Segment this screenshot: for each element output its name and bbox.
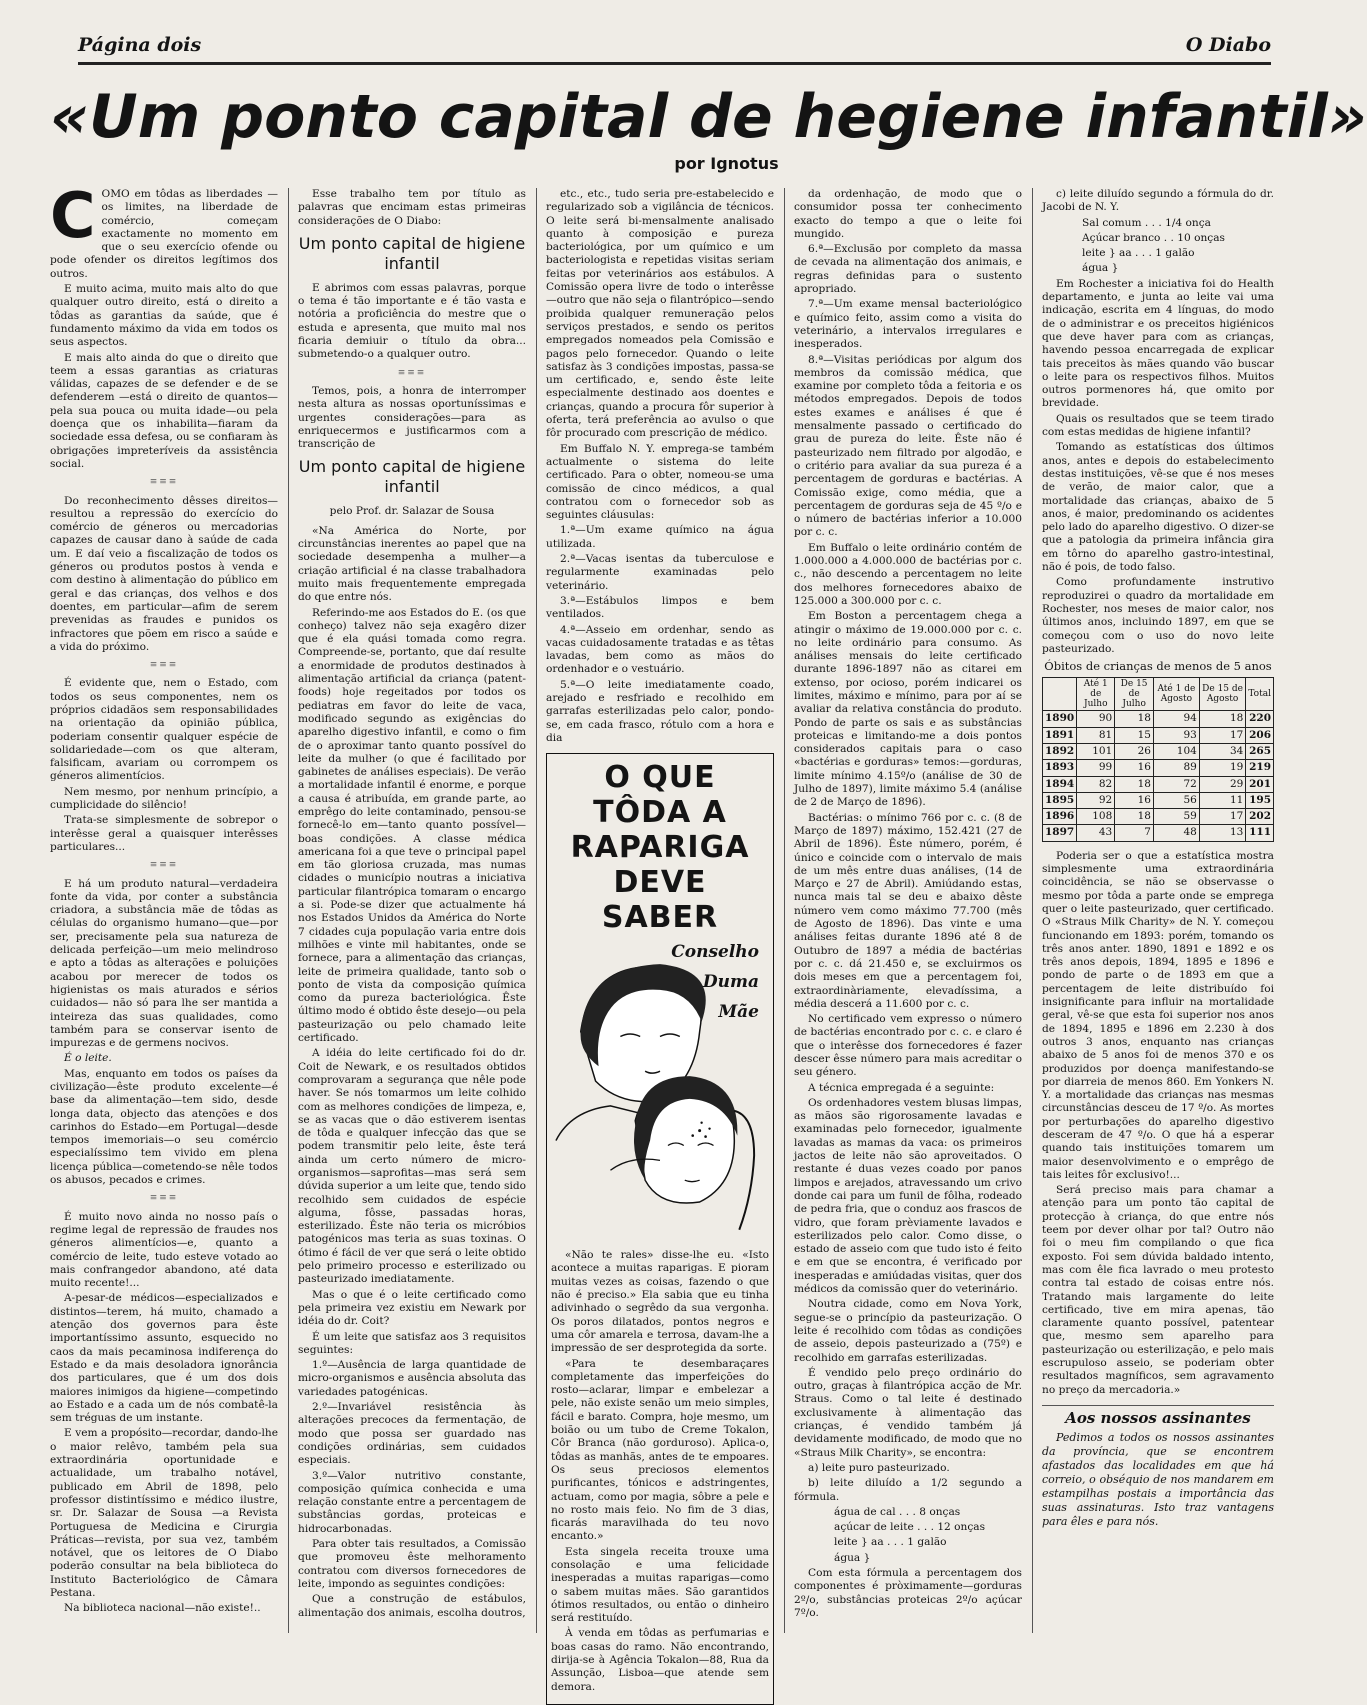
formula-line: água } xyxy=(834,1551,871,1564)
table-cell: 11 xyxy=(1199,792,1246,808)
table-cell: 18 xyxy=(1115,809,1154,825)
table-cell: 7 xyxy=(1115,825,1154,841)
table-cell: 90 xyxy=(1077,711,1115,727)
table-row xyxy=(1043,825,1274,841)
table-cell: 111 xyxy=(1246,825,1274,841)
paragraph: Para obter tais resultados, a Comissão que promoveu êste melhoramento contratou com diversos fornecedores de leite, impondo as seguintes condições: xyxy=(298,1538,526,1590)
table-cell: 48 xyxy=(1153,825,1199,841)
paragraph: Quais os resultados que se teem tirado com estas medidas de higiene infantil? xyxy=(1042,412,1274,439)
paragraph: E vem a propósito—recordar, dando-lhe o maior relêvo, também pela sua extraordinária oportunidade e actualidade, um trabalho notável, publicado em Abril de 1898, pelo professor distintíssimo e médico ilustre, sr. Dr. Salazar de Sousa —a Revista Portuguesa de Medicina e Cirurgia Práticas—revista, por sua vez, também notável, que os leitores de O Diabo poderão consultar na bela biblioteca do Instituto Bacteriológico de Câmara Pestana. xyxy=(50,1427,278,1599)
paragraph: Poderia ser o que a estatística mostra simplesmente uma extraordinária coincidência, se não se observasse o mesmo por tôda a parte onde se emprega quer o leite pasteurizado, quer certificado. O «Straus Milk Charity» de N. Y. começou funcionando em 1893: porém, tomando os três anos anter. 1890, 1891 e 1892 e os três anos depois, 1894, 1895 e 1896 e pondo de parte o de 1893 em que a percentagem de leite distribuído foi insignificante para influir na mortalidade geral, vê-se que esta foi superior nos anos de 1894, 1895 e 1896 em 2.230 à dos outros 3 anos, enquanto nas crianças abaixo de 5 anos foi de menos 370 e os produzidos por doença manifestando-se por diarreia de menos 860. Em Yonkers N. Y. a mortalidade das crianças nas mesmas circunstâncias desceu de 17 º/o. As mortes por perturbações do aparelho digestivo desceram de 47 º/o. O que há a esperar quando tais instituições tomarem um maior desenvolvimento e o emprêgo de tais leites fôr exclusivo!... xyxy=(1042,849,1274,1181)
section-separator: ≡≡≡ xyxy=(149,477,179,488)
paragraph: Noutra cidade, como em Nova York, segue-se o princípio da pasteurização. O leite é recolhido com tôdas as condições de asseio, depois pasteurizado a (75º) e recolhido em garrafas esterilizadas. xyxy=(794,1298,1022,1364)
paragraph: 5.ª—O leite imediatamente coado, arejado e resfriado e recolhido em garrafas esterilizadas pelo calor, pondo-se, em cada frasco, rótulo com a hora e dia xyxy=(546,678,774,744)
paragraph: É muito novo ainda no nosso país o regime legal de repressão de fraudes nos géneros alimentícios—e, quanto a comércio de leite, tudo esteve votado ao mais confrangedor abandono, até data muito recente!... xyxy=(50,1210,278,1290)
paragraph: Com esta fórmula a percentagem dos componentes é pròximamente—gorduras 2º/o, substâncias proteicas 2º/o açúcar 7º/o. xyxy=(794,1566,1022,1619)
table-header-cell: De 15 de Agosto xyxy=(1199,678,1246,711)
paragraph: 1.º—Ausência de larga quantidade de micro-organismos e ausência absoluta das variedades patogénicas. xyxy=(298,1359,526,1398)
masthead-title: O Diabo xyxy=(1185,34,1271,56)
table-header-cell xyxy=(1043,678,1077,711)
paragraph: Será preciso mais para chamar a atenção para um ponto tão capital de protecção à criança, do que entre nós teem por dever olhar por tal? Outro não foi o meu fim compilando o que fica exposto. Foi sem dúvida baldado intento, mas com êle fica lavrado o meu protesto contra tal estado de coisas entre nós. Tratando mais largamente do leite certificado, tive em mira apenas, tão claramente quanto possível, patentear que, mesmo sem aparelho para pasteurização ou esterilização, e pelo mais escrupuloso asseio, se poderiam obter resultados magníficos, sem agravamento no preço da mercadoria.» xyxy=(1042,1184,1274,1396)
table-header-cell: Até 1 de Julho xyxy=(1077,678,1115,711)
formula-line: açúcar de leite . . . 12 onças xyxy=(834,1521,986,1534)
table-cell: 26 xyxy=(1115,743,1154,759)
paragraph: Esse trabalho tem por título as palavras que encimam estas primeiras considerações de O Diabo: xyxy=(298,188,526,227)
table-cell: 195 xyxy=(1246,792,1274,808)
mortality-table xyxy=(1042,677,1274,841)
paragraph: da ordenhação, de modo que o consumidor possa ter conhecimento exacto do tempo a que o leite foi mungido. xyxy=(794,188,1022,240)
ad-paragraph: «Não te rales» disse-lhe eu. «Isto acontece a muitas raparigas. E pioram muitas vezes as coisas, fazendo o que não é preciso.» Ela sabia que eu tinha adivinhado o segrêdo da sua vergonha. Os poros dilatados, pontos negros e uma côr amarela e terrosa, davam-lhe a impressão de ser desprotegida da sorte. xyxy=(551,1249,769,1355)
table-cell: 19 xyxy=(1199,760,1246,776)
column-3 xyxy=(546,188,774,1693)
table-cell: 18 xyxy=(1199,711,1246,727)
ad-tagline: Conselho xyxy=(671,942,759,963)
section-separator: ≡≡≡ xyxy=(397,367,427,378)
sub-byline: pelo Prof. dr. Salazar de Sousa xyxy=(329,505,495,518)
table-year-cell: 1890 xyxy=(1043,711,1077,727)
table-cell: 92 xyxy=(1077,792,1115,808)
table-cell: 104 xyxy=(1153,743,1199,759)
paragraph: É um leite que satisfaz aos 3 requisitos seguintes: xyxy=(298,1330,526,1356)
paragraph: Como profundamente instrutivo reproduzirei o quadro da mortalidade em Rochester, nos meses de maior calor, nos últimos anos, incluindo 1897, em que se começou com o uso do novo leite pasteurizado. xyxy=(1042,576,1274,655)
paragraph: etc., etc., tudo seria pre-estabelecido e regularizado sob a vigilância de técnicos. O leite será bi-mensalmente analisado quanto à composição e pureza bacteriológica, por um químico e um bacteriologista e repetidas visitas seriam feitas por veterinários aos estábulos. A Comissão opera livre de todo o interêsse—outro que não seja o filantrópico—sendo proibida qualquer remuneração pelos serviços prestados, e sendo os peritos empregados nomeados pela Comissão e pagos pelo fornecedor. Quando o leite satisfaz às 3 condições impostas, passa-se um certificado, e, sendo êste leite especialmente destinado aos doentes e crianças, quando a procura fôr superior à oferta, terá preferência ao avulso o que fôr procurado com prescrição de médico. xyxy=(546,188,774,440)
table-cell: 89 xyxy=(1153,760,1199,776)
paragraph: 8.ª—Visitas periódicas por algum dos membros da comissão médica, que examine por completo tôda a feitoria e os métodos empregados. Depois de todos estes exames e análises é que é mensalmente passado o certificado do grau de pureza do leite. Êste não é pasteurizado nem filtrado por algodão, e o critério para avaliar da sua pureza é a percentagem de gorduras e bactérias. A Comissão exige, como média, que a percentagem de gorduras seja de 45 º/o e o número de bactérias inferior a 10.000 por c. c. xyxy=(794,353,1022,539)
table-cell: 13 xyxy=(1199,825,1246,841)
box-rule xyxy=(1042,1405,1274,1406)
formula-line: água de cal . . . 8 onças xyxy=(834,1505,961,1518)
subheading: Um ponto capital de higiene infantil xyxy=(298,233,526,273)
table-cell: 17 xyxy=(1199,727,1246,743)
paragraph: É evidente que, nem o Estado, com todos os seus componentes, nem os próprios cidadãos sem responsabilidades na orientação da opinião pública, poderiam consentir qualquer espécie de solidariedade—com os que alteram, falsificam, avariam ou corrompem os géneros alimentícios. xyxy=(50,677,278,783)
paragraph: E há um produto natural—verdadeira fonte da vida, por conter a substância criadora, a substância mãe de tôdas as células do organismo humano—que—por ser, precisamente pela sua natureza de delicada perfeição—um meio melindroso e apto a tôdas as alterações e poluições acabou por merecer de todos os higienistas os mais aturados e sérios cuidados— não só para lhe ser mantida a inteireza das suas qualidades, como também para se conservar isento de impurezas e de germens nocivos. xyxy=(50,877,278,1050)
table-year-cell: 1891 xyxy=(1043,727,1077,743)
section-separator: ≡≡≡ xyxy=(149,1193,179,1204)
table-row xyxy=(1043,760,1274,776)
drop-cap: C xyxy=(50,179,96,252)
paragraph: A-pesar-de médicos—especializados e distintos—terem, há muito, chamado a atenção dos governos para êste importantíssimo assunto, esquecido no caos da mais pecaminosa indiferença do Estado e da mais desoladora ignorância dos particulares, que é um dos dois maiores inimigos da higiene—competindo ao Estado e a cada um de nós combatê-la sem tréguas de um instante. xyxy=(50,1292,278,1425)
table-cell: 16 xyxy=(1115,760,1154,776)
formula-line: leite } aa . . . 1 galão xyxy=(1082,247,1195,260)
paragraph: «Na América do Norte, por circunstâncias inerentes ao papel que na sociedade desempenha a mulher—a criação artificial é na classe trabalhadora muito mais frequentemente empregada do que entre nós. xyxy=(298,524,526,604)
paragraph: E abrimos com essas palavras, porque o tema é tão importante e é tão vasta e notória a proficiência do mestre que o estuda e apresenta, que muito mal nos ficaria demiuir o título da obra... submetendo-o a qualquer outro. xyxy=(298,281,526,361)
section-separator: ≡≡≡ xyxy=(149,860,179,871)
table-row xyxy=(1043,743,1274,759)
table-cell: 43 xyxy=(1077,825,1115,841)
ad-tagline: Mãe xyxy=(718,1002,759,1023)
formula-line: Açúcar branco . . 10 onças xyxy=(1082,231,1225,244)
table-cell: 94 xyxy=(1153,711,1199,727)
table-row xyxy=(1043,727,1274,743)
table-cell: 15 xyxy=(1115,727,1154,743)
column-1 xyxy=(50,179,278,1633)
paragraph: É o leite. xyxy=(64,1052,112,1065)
paragraph: 1.ª—Um exame químico na água utilizada. xyxy=(546,524,774,550)
paragraph: 3.º—Valor nutritivo constante, composição química conhecida e uma relação constante entre a percentagem de substâncias gordas, proteicas e hidrocarbonadas. xyxy=(298,1469,526,1535)
table-row xyxy=(1043,792,1274,808)
table-header-cell: De 15 de Julho xyxy=(1115,678,1154,711)
table-cell: 18 xyxy=(1115,776,1154,792)
table-header-cell: Até 1 de Agosto xyxy=(1153,678,1199,711)
table-cell: 29 xyxy=(1199,776,1246,792)
paragraph: 7.ª—Um exame mensal bacteriológico e químico feito, assim como a visita do veterinário, a intervalos irregulares e inesperados. xyxy=(794,298,1022,351)
table-header-row xyxy=(1043,678,1274,711)
article-headline: «Um ponto capital de hegiene infantil» xyxy=(50,82,1367,152)
table-cell: 34 xyxy=(1199,743,1246,759)
table-cell: 202 xyxy=(1246,809,1274,825)
subscribers-notice-title: Aos nossos assinantes xyxy=(1065,1408,1251,1427)
paragraph: A técnica empregada é a seguinte: xyxy=(808,1081,995,1094)
formula-line: Sal comum . . . 1/4 onça xyxy=(1082,216,1211,229)
table-cell: 220 xyxy=(1246,711,1274,727)
table-cell: 17 xyxy=(1199,809,1246,825)
subheading: Um ponto capital de higiene infantil xyxy=(298,457,526,497)
ad-paragraph: À venda em tôdas as perfumarias e boas casas do ramo. Não encontrando, dirija-se à Agência Tokalon—88, Rua da Assunção, Lisboa—que atende sem demora. xyxy=(551,1627,769,1693)
table-row xyxy=(1043,809,1274,825)
column-rule xyxy=(784,188,785,1633)
ad-tagline: Duma xyxy=(702,972,759,993)
tokalon-advertisement xyxy=(546,753,774,1705)
paragraph: E muito acima, muito mais alto do que qualquer outro direito, está o direito a tôdas as garantias da saúde, que é fundamento máximo da vida em todos os seus aspectos. xyxy=(50,283,278,349)
table-title: Óbitos de crianças de menos de 5 anos xyxy=(1044,659,1272,674)
table-cell: 201 xyxy=(1246,776,1274,792)
page-number-label: Página dois xyxy=(78,34,202,56)
paragraph: Em Buffalo N. Y. emprega-se também actualmente o sistema do leite certificado. Para o obter, nomeou-se uma comissão de cinco médicos, a qual contratou com o fornecedor sob as seguintes cláusulas: xyxy=(546,442,774,522)
table-cell: 219 xyxy=(1246,760,1274,776)
paragraph: Temos, pois, a honra de interromper nesta altura as nossas oportuníssimas e urgentes considerações—para as enriquecermos e justificarmos com a transcrição de xyxy=(298,384,526,451)
column-rule xyxy=(536,188,537,1633)
table-year-cell: 1892 xyxy=(1043,743,1077,759)
table-cell: 56 xyxy=(1153,792,1199,808)
table-cell: 101 xyxy=(1077,743,1115,759)
table-year-cell: 1895 xyxy=(1043,792,1077,808)
table-year-cell: 1897 xyxy=(1043,825,1077,841)
table-year-cell: 1893 xyxy=(1043,760,1077,776)
table-cell: 59 xyxy=(1153,809,1199,825)
paragraph: Nem mesmo, por nenhum princípio, a cumplicidade do silêncio! xyxy=(50,785,278,812)
paragraph: É vendido pelo preço ordinário do outro, graças à filantrópica acção de Mr. Straus. Como o tal leite é destinado exclusivamente à alimentação das crianças, é vendido também já devidamente modificado, de modo que no «Straus Milk Charity», se encontra: xyxy=(794,1366,1022,1459)
table-cell: 16 xyxy=(1115,792,1154,808)
paragraph: b) leite diluído a 1/2 segundo a fórmula. xyxy=(794,1477,1022,1503)
paragraph: Do reconhecimento dêsses direitos—resultou a repressão do exercício do comércio de géneros ou mercadorias capazes de causar dano à saúde de cada um. E daí veio a fiscalização de todos os géneros ou produtos postos à venda e com destino à alimentação do público em geral e das crianças, dos velhos e dos doentes, em particular—afim de serem prevenidas as fraudes e punidos os infractores que põem em risco a saúde e a vida do próximo. xyxy=(50,494,278,653)
formula-line: leite } aa . . . 1 galão xyxy=(834,1536,947,1549)
paragraph: a) leite puro pasteurizado. xyxy=(808,1461,950,1474)
ad-paragraph: «Para te desembaraçares completamente das imperfeições do rosto—aclarar, limpar e embelezar a pele, não existe senão um meio simples, fácil e barato. Compra, hoje mesmo, um boião ou um tubo de Creme Tokalon, Côr Branca (não gorduroso). Aplica-o, tôdas as manhãs, antes de te empoares. Os seus preciosos elementos purificantes, tónicos e adstringentes, actuam, como por magia, sôbre a pele e no rosto mais feio. No fim de 3 dias, ficarás maravilhada do teu novo encanto.» xyxy=(551,1357,769,1543)
table-cell: 72 xyxy=(1153,776,1199,792)
paragraph: Que a construção de estábulos, alimentação dos animais, escolha doutros, xyxy=(298,1593,526,1619)
table-cell: 93 xyxy=(1153,727,1199,743)
column-5 xyxy=(1042,188,1274,1633)
paragraph: 2.º—Invariável resistência às alterações precoces da fermentação, de modo que possa ser guardado nas condições ordinárias, sem cuidados especiais. xyxy=(298,1401,526,1467)
table-cell: 81 xyxy=(1077,727,1115,743)
section-separator: ≡≡≡ xyxy=(149,660,179,671)
paragraph: Em Rochester a iniciativa foi do Health departamento, e junta ao leite vai uma indicação, escrita em 4 línguas, do modo de o administrar e os preceitos higiénicos que deve haver para com as crianças, havendo pessoa encarregada de explicar tais preceitos às mães quando vão buscar o leite para os respectivos filhos. Muitos outros pormenores há, que omito por brevidade. xyxy=(1042,277,1274,410)
table-cell: 82 xyxy=(1077,776,1115,792)
paragraph: Referindo-me aos Estados do E. (os que conheço) talvez não seja exagêro dizer que é ela quási tomada como regra. Compreende-se, portanto, que daí resulte a enormidade de produtos destinados à alimentação artificial da criança (patent-foods) hoje regeitados por todos os pediatras em favor do leite de vaca, modificado segundo as exigências do aparelho digestivo infantil, e como o fim de o aproximar tanto quanto possível do leite da mulher (o que é facilitado por gabinetes de análises especiais). De verão a mortalidade infantil é enorme, e porque a causa é atribuída, em grande parte, ao emprêgo do leite contaminado, pensou-se fornecê-lo em—tanto quanto possível—boas condições. A classe médica americana foi a que teve o principal papel em tão gloriosa cruzada, mas numas cidades o município noutras a iniciativa particular filantrópica tomaram o encargo a si. Pode-se dizer que actualmente há nos Estados Unidos da América do Norte 7 cidades cuja população varia entre dois milhões e vinte mil habitantes, onde se fornece, para a alimentação das crianças, leite de primeira qualidade, tanto sob o ponto de vista da composição química como da pureza bacteriológica. Êste último modo é obtido êste desejo—ou pela pasteurização ou pelo chamado leite certificado. xyxy=(298,606,526,1045)
page-header xyxy=(78,34,1271,64)
paragraph: A idéia do leite certificado foi do dr. Coit de Newark, e os resultados obtidos comprovaram a segurança que nêle pode haver. Se nós tomarmos um leite colhido com as melhores condições de limpeza, e, se as vacas que o dão estiverem isentas de tôda e qualquer infecção das que se podem transmitir pelo leite, êste terá ainda um certo número de micro-organismos—saprofitas—mas será sem dúvida superior a um leite que, tendo sido recolhido sem cuidados de espécie alguma, fôsse, passadas horas, esterilizado. Êste não teria os micróbios patogénicos mas teria as suas toxinas. O ótimo é fácil de ver que será o leite obtido pelo primeiro processo e esterilizado ou pasteurizado imediatamente. xyxy=(298,1047,526,1286)
column-rule xyxy=(288,188,289,1633)
table-cell: 108 xyxy=(1077,809,1115,825)
paragraph: No certificado vem expresso o número de bactérias encontrado por c. c. e claro é que o interêsse dos fornecedores é fazer descer êsse número para mais acreditar o seu género. xyxy=(794,1013,1022,1079)
paragraph: Mas, enquanto em todos os países da civilização—êste produto excelente—é base da alimentação—tem sido, desde longa data, objecto das atenções e dos carinhos do Estado—em Portugal—desde tempos imemoriais—o seu comércio especialíssimo tem vivido em plena licença pública—cometendo-se nêle todos os abusos, pecados e crimes. xyxy=(50,1067,278,1187)
ad-paragraph: Esta singela receita trouxe uma consolação e uma felicidade inesperadas a muitas raparigas—como o sabem muitas mães. São garantidos ótimos resultados, ou então o dinheiro será restituído. xyxy=(551,1545,769,1625)
subscribers-notice-text: Pedimos a todos os nossos assinantes da província, que se encontrem afastados das localidades em que há correio, o obséquio de nos mandarem em estampilhas postais a importância das suas assinaturas. Isto traz vantagens para êles e para nós. xyxy=(1042,1431,1274,1529)
table-row xyxy=(1043,711,1274,727)
article-byline: por Ignotus xyxy=(674,154,779,173)
paragraph: Mas o que é o leite certificado como pela primeira vez existiu em Newark por idéia do dr. Coit? xyxy=(298,1288,526,1328)
paragraph: Na biblioteca nacional—não existe!.. xyxy=(64,1602,261,1615)
table-cell: 206 xyxy=(1246,727,1274,743)
formula-line: água } xyxy=(1082,262,1119,275)
paragraph: 4.ª—Asseio em ordenhar, sendo as vacas cuidadosamente tratadas e as têtas lavadas, bem como as mãos do ordenhador e o vestuário. xyxy=(546,623,774,676)
column-4 xyxy=(794,188,1022,1633)
paragraph: 6.ª—Exclusão por completo da massa de cevada na alimentação dos animais, e regras definidas para o sustento apropriado. xyxy=(794,243,1022,296)
column-rule xyxy=(1032,188,1033,1633)
header-rule xyxy=(78,62,1271,65)
table-cell: 18 xyxy=(1115,711,1154,727)
paragraph: Os ordenhadores vestem blusas limpas, as mãos são rigorosamente lavadas e examinadas pelo fornecedor, igualmente lavadas as mamas da vaca: os primeiros jactos de leite não são aproveitados. O restante é duas vezes coado por panos limpos e arejados, atravessando um crivo donde cai para um funil de fôlha, rodeado de pedra fria, que o conduz aos frascos de vidro, que foram prèviamente lavados e esterilizados pelo calor. Como disse, o estado de asseio com que tudo isto é feito e em que se encontra, é verificado por inesperadas e amiúdadas visitas, quer dos médicos da comissão quer do veterinário. xyxy=(794,1096,1022,1296)
paragraph: 3.ª—Estábulos limpos e bem ventilados. xyxy=(546,594,774,621)
paragraph: c) leite diluído segundo a fórmula do dr. Jacobi de N. Y. xyxy=(1042,188,1274,214)
paragraph: E mais alto ainda do que o direito que teem a essas garantias as criaturas válidas, capazes de se defender e de se defenderem —está o direito de quantos— pela sua pouca ou muita idade—ou pela doença que os inhabilita—fiaram da sociedade essa defesa, ou se confiaram às obrigações impreteríveis da assistência social. xyxy=(50,351,278,470)
ad-illustration xyxy=(551,941,769,1241)
paragraph: OMO em tôdas as liberdades —os limites, na liberdade de comércio, começam exactamente no momento em que o seu exercício ofende ou pode ofender os direitos legítimos dos outros. xyxy=(50,188,278,280)
table-header-cell: Total xyxy=(1246,678,1274,711)
paragraph: Em Buffalo o leite ordinário contém de 1.000.000 a 4.000.000 de bactérias por c. c., não descendo a percentagem no leite dos melhores fornecedores abaixo de 125.000 a 300.000 por c. c. xyxy=(794,541,1022,607)
paragraph: Em Boston a percentagem chega a atingir o máximo de 19.000.000 por c. c. no leite ordinário para consumo. As análises mensais do leite certificado durante 1896-1897 não as citarei em extenso, por ocioso, porém indicarei os limites, máximo e mínimo, para por aí se avaliar da relativa constância do produto. Pondo de parte os sais e as substâncias proteicas e limitando-me a dois pontos considerados capitais para o caso «bactérias e gorduras» temos:—gorduras, limite mínimo 4.15º/o (análise de 30 de Julho de 1897), limite máximo 5.4 (análise de 2 de Março de 1896). xyxy=(794,610,1022,809)
paragraph: Trata-se simplesmente de sobrepor o interêsse geral a quaisquer interêsses particulares... xyxy=(50,814,278,853)
column-2 xyxy=(298,188,526,1633)
paragraph: 2.ª—Vacas isentas da tuberculose e regularmente examinadas pelo veterinário. xyxy=(546,553,774,592)
table-cell: 99 xyxy=(1077,760,1115,776)
table-year-cell: 1896 xyxy=(1043,809,1077,825)
ad-headline: O QUE TÔDA A RAPARIGA DEVE SABER xyxy=(570,760,750,936)
table-row xyxy=(1043,776,1274,792)
table-year-cell: 1894 xyxy=(1043,776,1077,792)
paragraph: Bactérias: o mínimo 766 por c. c. (8 de Março de 1897) máximo, 152.421 (27 de Abril de 1896). Êste número, porém, é único e coincide com o intervalo de mais de um mês entre duas análises, (14 de Março e 27 de Abril). Amiúdando estas, nunca mais tal se deu e abaixo dêste número vem como máximo 77.700 (mês de Agosto de 1896). Das vinte e uma análises feitas durante 1896 até 8 de Outubro de 1897 a média de bactérias por c. c. dá 21.450 e, se excluirmos os dois meses em que a percentagem foi, extraordinàriamente, elevadíssima, a média descerá a 11.600 por c. c. xyxy=(794,811,1022,1010)
table-cell: 265 xyxy=(1246,743,1274,759)
paragraph: Tomando as estatísticas dos últimos anos, antes e depois do estabelecimento destas instituições, vê-se que é nos meses de verão, de maior calor, que a mortalidade das crianças, abaixo de 5 anos, é maior, predominando os acidentes pelo lado do aparelho digestivo. O dizer-se que a patologia da primeira infância gira em tôrno do aparelho gastro-intestinal, não é pois, de todo falso. xyxy=(1042,441,1274,574)
